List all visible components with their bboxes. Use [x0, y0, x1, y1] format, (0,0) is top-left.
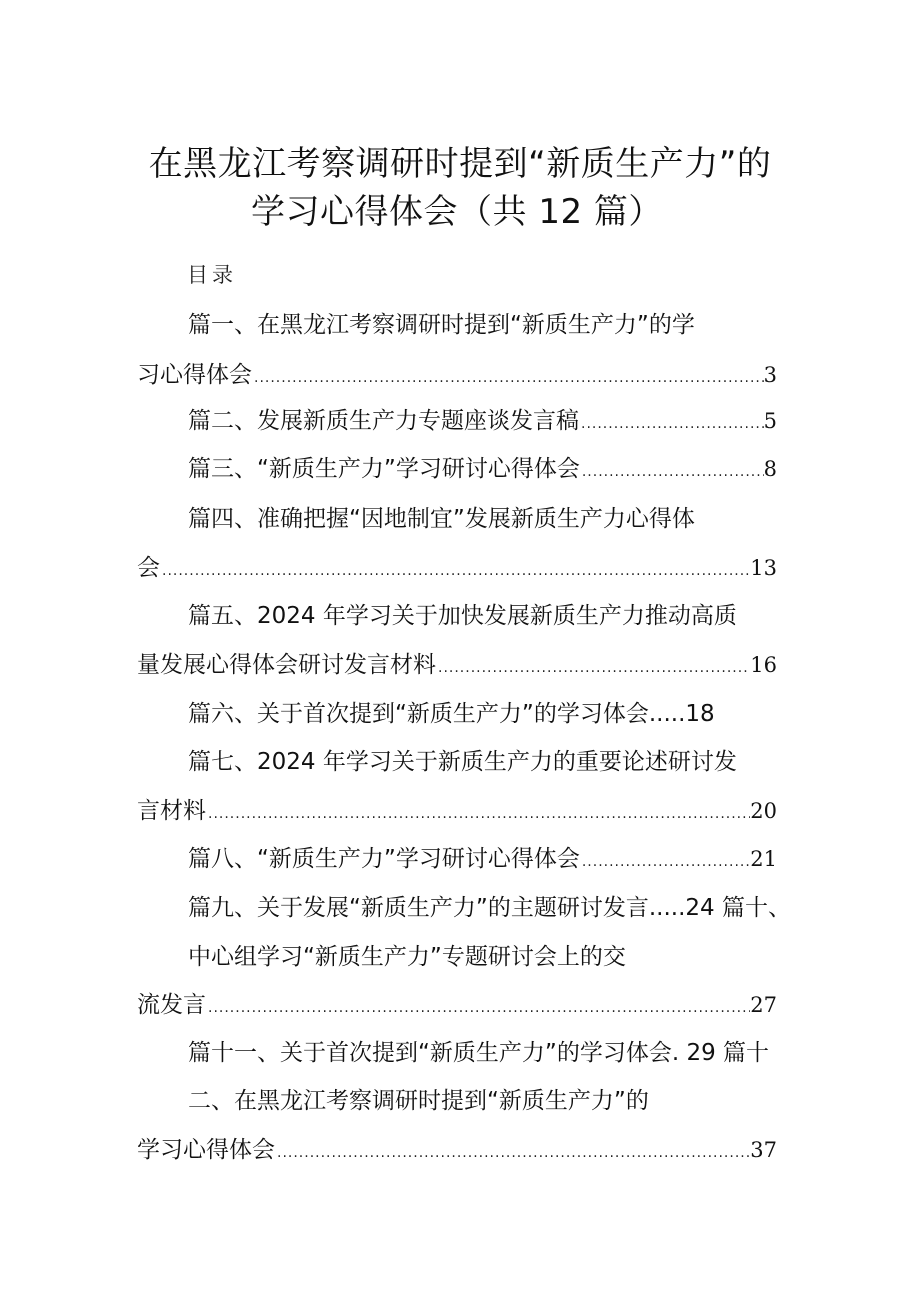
toc-entry-3-page-number: 8	[763, 457, 777, 481]
toc-entry-10-text-part-2: 流发言	[137, 992, 206, 1018]
document-title-line-1: 在黑龙江考察调研时提到“新质生产力”的	[148, 144, 772, 184]
toc-leader-dots	[579, 407, 764, 441]
toc-leader-dots	[436, 651, 750, 685]
toc-entry-6-text: 篇六、关于首次提到“新质生产力”的学习体会.....18	[188, 701, 715, 727]
toc-entry-10-line-1	[137, 940, 777, 974]
toc-entry-3-text: 篇三、“新质生产力”学习研讨心得体会	[188, 456, 580, 482]
toc-entry-7-line-1	[137, 745, 777, 779]
toc-entry-6	[137, 697, 777, 731]
toc-leader-dots	[252, 361, 764, 395]
toc-entry-1-text-part-1: 篇一、在黑龙江考察调研时提到“新质生产力”的学	[188, 312, 695, 338]
toc-entry-5-text-part-2: 量发展心得体会研讨发言材料	[137, 652, 436, 678]
toc-entry-1-text-part-2: 习心得体会	[137, 362, 252, 388]
toc-entry-4-page-number: 13	[750, 556, 777, 580]
toc-entry-4-text-part-1: 篇四、准确把握“因地制宜”发展新质生产力心得体	[188, 506, 695, 532]
toc-entry-7-line-2	[137, 794, 777, 828]
toc-entry-1-line-2	[137, 358, 777, 392]
toc-entry-4-line-1	[137, 502, 777, 536]
toc-entry-1-page-number: 3	[763, 363, 777, 387]
toc-entry-12-text-part-2: 学习心得体会	[137, 1137, 275, 1163]
toc-entry-3	[137, 452, 777, 486]
toc-entry-4-text-part-2: 会	[137, 555, 160, 581]
toc-entry-9	[137, 891, 797, 925]
toc-entry-10-line-2	[137, 988, 777, 1022]
toc-entry-8	[137, 842, 777, 876]
toc-entry-1-line-1	[137, 308, 777, 342]
toc-entry-5-text-part-1: 篇五、2024 年学习关于加快发展新质生产力推动高质	[188, 603, 737, 629]
document-title-line-2: 学习心得体会（共 12 篇）	[251, 192, 663, 232]
toc-entry-7-text-part-1: 篇七、2024 年学习关于新质生产力的重要论述研讨发	[188, 749, 737, 775]
toc-heading: 目录	[187, 263, 237, 287]
toc-leader-dots	[206, 991, 750, 1025]
toc-entry-11-text: 篇十一、关于首次提到“新质生产力”的学习体会. 29 篇十	[188, 1040, 770, 1066]
toc-entry-2-text: 篇二、发展新质生产力专题座谈发言稿	[188, 408, 579, 434]
toc-leader-dots	[160, 554, 750, 588]
toc-leader-dots	[275, 1136, 750, 1170]
toc-entry-7-page-number: 20	[750, 799, 777, 823]
toc-entry-5-line-2	[137, 648, 777, 682]
toc-entry-9-text: 篇九、关于发展“新质生产力”的主题研讨发言.....24 篇十、	[188, 895, 791, 921]
toc-leader-dots	[580, 455, 764, 489]
toc-entry-10-text-part-1: 中心组学习“新质生产力”专题研讨会上的交	[188, 944, 626, 970]
toc-entry-12-page-number: 37	[750, 1138, 777, 1162]
toc-entry-2	[137, 404, 777, 438]
toc-entry-12-line-1	[137, 1084, 777, 1118]
toc-entry-2-page-number: 5	[763, 409, 777, 433]
toc-entry-4-line-2	[137, 551, 777, 585]
toc-entry-12-line-2	[137, 1133, 777, 1167]
toc-entry-8-text: 篇八、“新质生产力”学习研讨心得体会	[188, 846, 580, 872]
toc-entry-11	[137, 1036, 797, 1070]
toc-entry-12-text-part-1: 二、在黑龙江考察调研时提到“新质生产力”的	[188, 1088, 649, 1114]
toc-entry-5-line-1	[137, 599, 777, 633]
toc-entry-8-page-number: 21	[750, 847, 777, 871]
toc-entry-5-page-number: 16	[750, 653, 777, 677]
toc-entry-7-text-part-2: 言材料	[137, 798, 206, 824]
toc-leader-dots	[206, 797, 750, 831]
toc-entry-10-page-number: 27	[750, 993, 777, 1017]
toc-leader-dots	[580, 845, 750, 879]
